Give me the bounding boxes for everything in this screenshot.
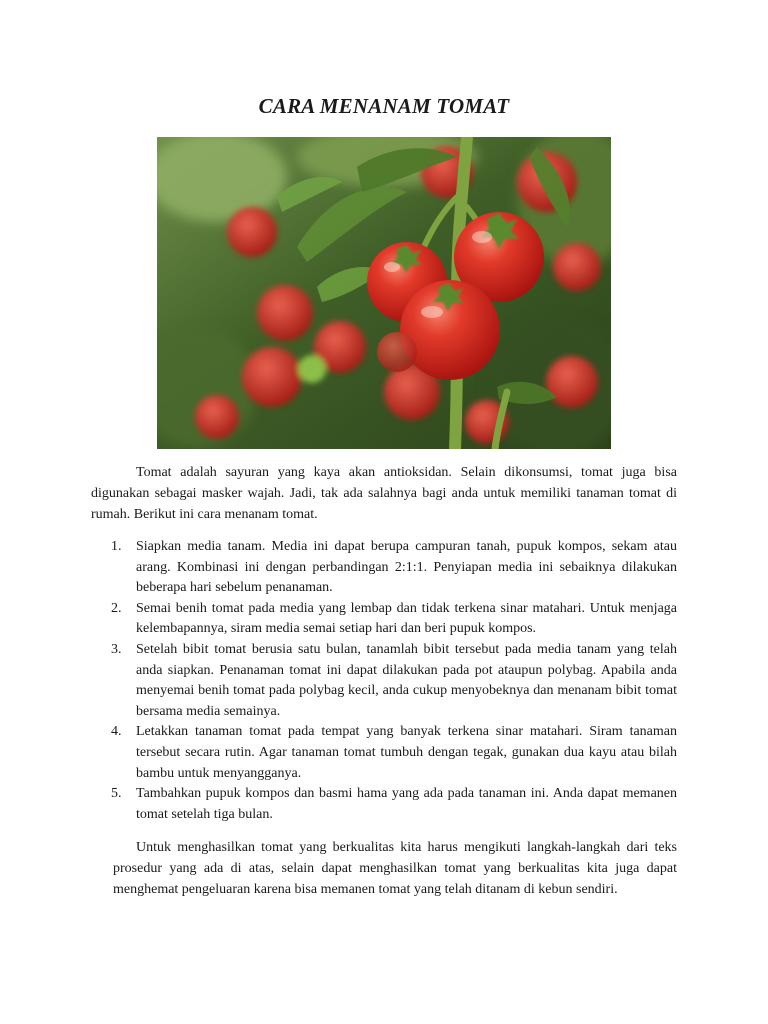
step-text: Semai benih tomat pada media yang lembap dan tidak terkena sinar matahari. Untuk menjaga kelembapannya, siram media semai setiap hari dan beri pupuk kompos. — [136, 600, 677, 637]
step-text: Setelah bibit tomat berusia satu bulan, tanamlah bibit tersebut pada media tanam yang telah anda siapkan. Penanaman tomat ini dapat dilakukan pada pot ataupun polybag. Apabila anda menyemai benih tomat pada polybag kecil, anda cukup menyobeknya dan menanam bibit tomat bersama media semainya. — [136, 641, 677, 719]
step-number: 1. — [111, 539, 122, 554]
document-title: CARA MENANAM TOMAT — [258, 94, 510, 118]
step-number: 3. — [111, 641, 122, 657]
step-number: 5. — [111, 786, 122, 802]
step-text: Tambahkan pupuk kompos dan basmi hama yang ada pada tanaman ini. Anda dapat memanen tomat setelah tiga bulan. — [136, 786, 677, 822]
step-text: Letakkan tanaman tomat pada tempat yang banyak terkena sinar matahari. Siram tanaman tersebut secara rutin. Agar tanaman tomat tumbuh dengan tegak, gunakan dua kayu atau bilah bambu untuk menyangganya. — [136, 724, 677, 781]
step-text: Siapkan media tanam. Media ini dapat berupa campuran tanah, pupuk kompos, sekam atau arang. Kombinasi ini dengan perbandingan 2:1:1. Penyiapan media ini sebaiknya dilakukan beberapa hari sebelum penanaman. — [136, 539, 677, 596]
list-item — [91, 640, 677, 722]
list-item — [91, 784, 677, 825]
list-item — [91, 722, 677, 784]
closing-paragraph: Untuk menghasilkan tomat yang berkualitas kita harus mengikuti langkah-langkah dari teks prosedur yang ada di atas, selain dapat menghasilkan tomat yang berkualitas kita juga dapat menghemat pengeluaran karena bisa memanen tomat yang telah ditanam di kebun sendiri. — [113, 840, 677, 897]
steps-list — [91, 537, 677, 825]
list-item — [91, 599, 677, 640]
intro-paragraph: Tomat adalah sayuran yang kaya akan antioksidan. Selain dikonsumsi, tomat juga bisa digunakan sebagai masker wajah. Jadi, tak ada salahnya bagi anda untuk memiliki tanaman tomat di rumah. Berikut ini cara menanam tomat. — [91, 465, 677, 522]
step-number: 4. — [111, 724, 122, 740]
step-number: 2. — [111, 600, 122, 616]
list-item — [91, 537, 677, 599]
tomato-plant-photo — [157, 137, 611, 449]
